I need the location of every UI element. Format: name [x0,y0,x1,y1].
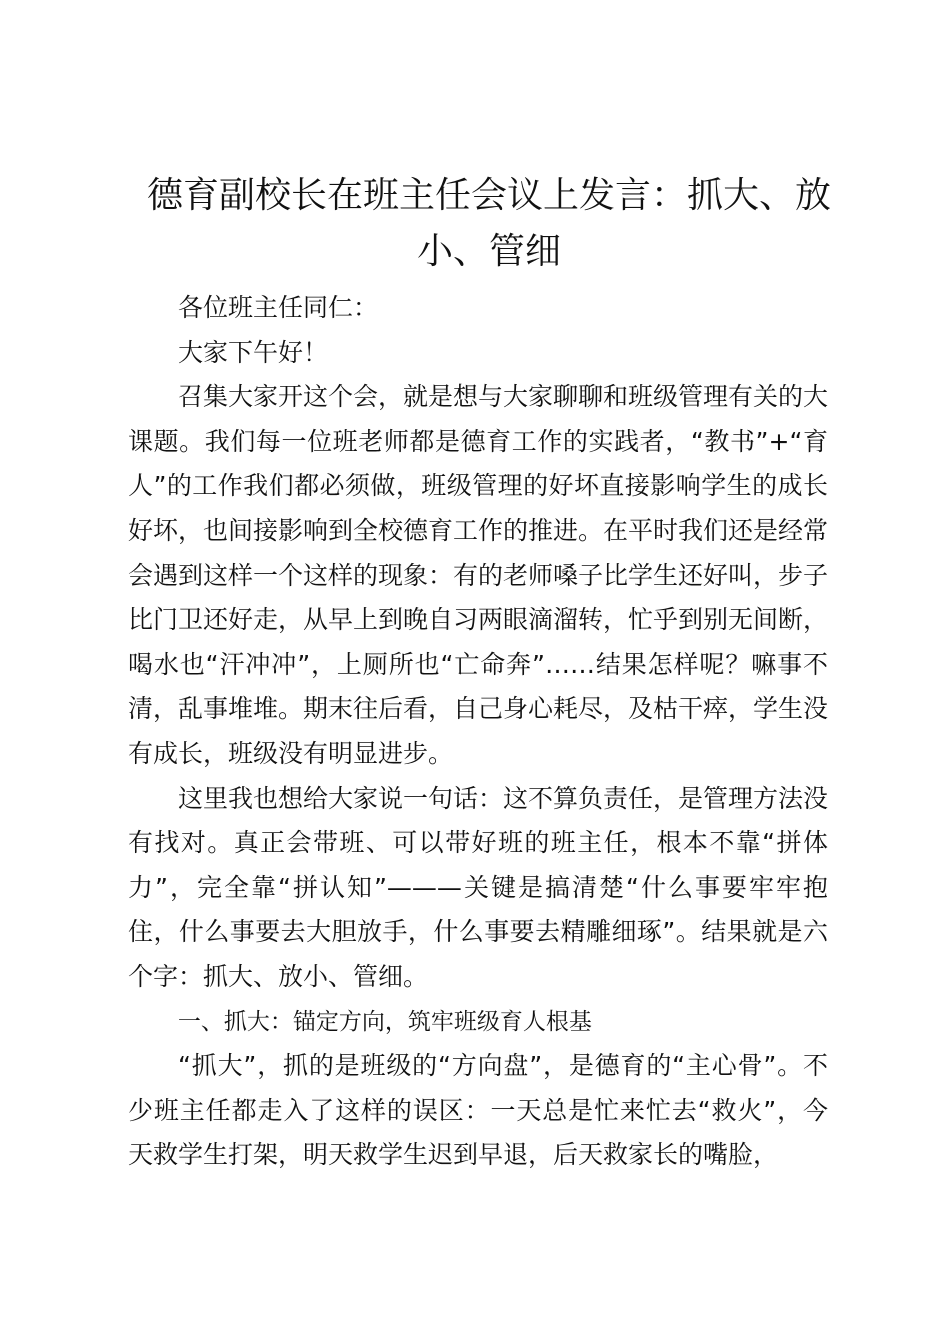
body-paragraph: 召集大家开这个会，就是想与大家聊聊和班级管理有关的大课题。我们每一位班老师都是德育工作的实践者，“教书”+“育人”的工作我们都必须做，班级管理的好坏直接影响学生的成长好坏，也间接影响到全校德育工作的推进。在平时我们还是经常会遇到这样一个这样的现象：有的老师嗓子比学生还好叫，步子比门卫还好走，从早上到晚自习两眼滴溜转，忙乎到别无间断，喝水也“汗冲冲”，上厕所也“亡命奔”……结果怎样呢？嘛事不清，乱事堆堆。期末往后看，自己身心耗尽，及枯干瘁，学生没有成长，班级没有明显进步。 [128,382,829,768]
document-title: 德育副校长在班主任会议上发言：抓大、放小、管细 [146,175,831,272]
body-paragraph: 这里我也想给大家说一句话：这不算负责任，是管理方法没有找对。真正会带班、可以带好班的班主任，根本不靠“拼体力”，完全靠“拼认知”———关键是搞清楚“什么事要牢牢抱住，什么事要去大胆放手，什么事要去精雕细琢”。结果就是六个字：抓大、放小、管细。 [128,783,829,991]
salutation: 各位班主任同仁： [178,293,379,322]
section-paragraph: “抓大”，抓的是班级的“方向盘”，是德育的“主心骨”。不少班主任都走入了这样的误区：一天总是忙来忙去“救火”，今天救学生打架，明天救学生迟到早退，后天救家长的嘴脸， [128,1051,828,1170]
document-body [128,168,831,1178]
greeting-line: 大家下午好！ [178,337,329,367]
section-heading: 一、抓大：锚定方向，筑牢班级育人根基 [177,1008,592,1035]
